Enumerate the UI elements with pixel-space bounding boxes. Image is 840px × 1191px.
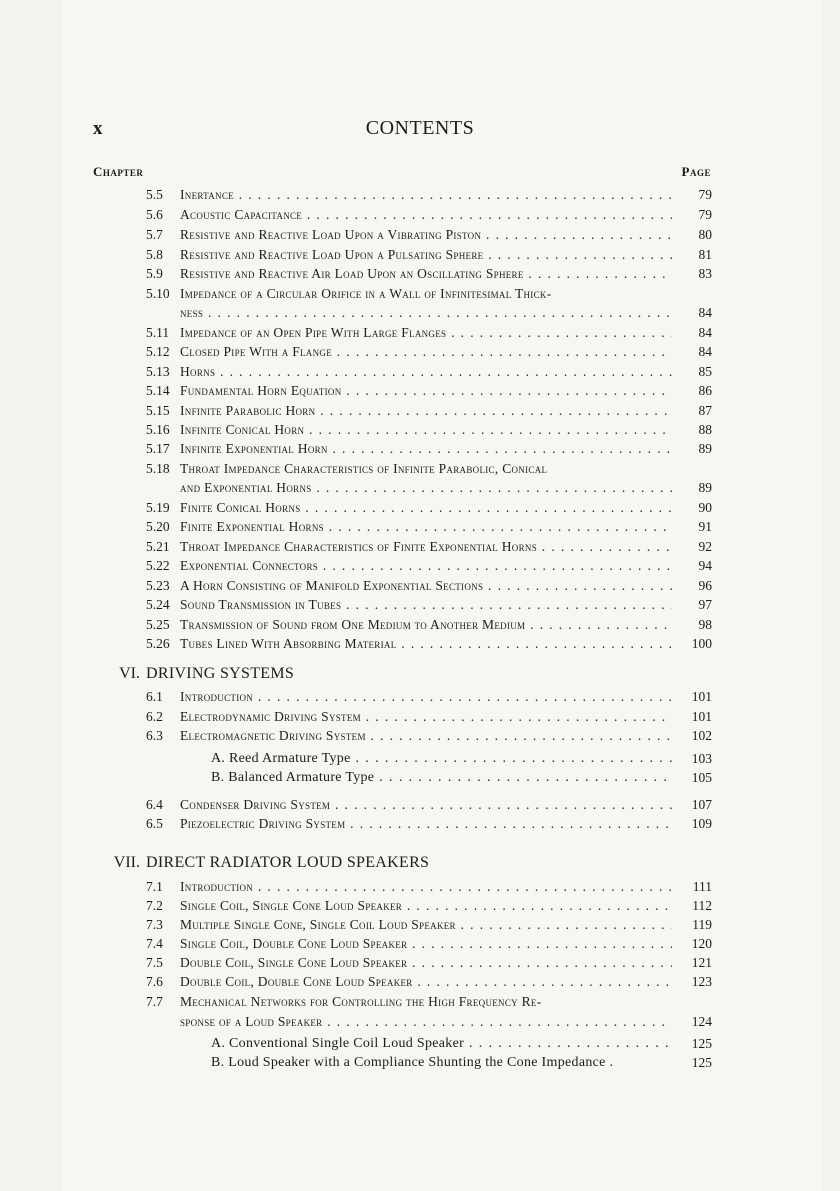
toc-entry <box>146 726 712 745</box>
toc-entry <box>146 362 712 381</box>
entry-title: Single Coil, Single Cone Loud Speaker . . . <box>180 896 672 915</box>
entry-title: A Horn Consisting of Manifold Exponential Sections . . . <box>180 576 672 595</box>
entry-title: Transmission of Sound from One Medium to Another Medium . . . <box>180 615 672 634</box>
toc-entry <box>146 576 712 595</box>
toc-subentry <box>146 749 712 768</box>
entry-page: 84 <box>698 305 712 320</box>
toc-entry <box>146 284 712 303</box>
entry-page: 125 <box>691 1055 712 1070</box>
entry-title: Condenser Driving System . . . <box>180 795 672 814</box>
entry-title: Closed Pipe With a Flange . . . <box>180 342 672 361</box>
entry-title: A. Reed Armature Type . . . <box>211 749 672 768</box>
toc-entry <box>146 877 712 896</box>
toc-entry-continued <box>146 478 712 497</box>
toc-entry <box>146 915 712 934</box>
entry-number: 5.24 <box>146 597 170 612</box>
entry-number: 6.5 <box>146 816 163 831</box>
entry-page: 100 <box>691 636 712 651</box>
entry-number: 7.1 <box>146 879 163 894</box>
entry-number: 5.14 <box>146 383 170 398</box>
entry-number: 5.16 <box>146 422 170 437</box>
entry-page: 119 <box>692 917 712 932</box>
toc-entry <box>146 795 712 814</box>
toc-entry <box>146 517 712 536</box>
page-title: CONTENTS <box>365 117 475 139</box>
entry-number: 6.1 <box>146 689 163 704</box>
entry-title: Impedance of an Open Pipe With Large Flanges . . . <box>180 323 672 342</box>
toc-entry <box>146 459 712 478</box>
entry-number: 5.5 <box>146 187 163 202</box>
toc-entry-continued <box>146 1012 712 1031</box>
entry-number: 7.4 <box>146 936 163 951</box>
entry-title: Fundamental Horn Equation . . . <box>180 381 672 400</box>
chapter-title: DRIVING SYSTEMS <box>146 665 295 682</box>
entry-title: Impedance of a Circular Orifice in a Wall of Infinitesimal Thick- <box>180 286 552 301</box>
entry-page: 85 <box>698 364 712 379</box>
entry-page: 86 <box>698 383 712 398</box>
entry-page: 125 <box>691 1036 712 1051</box>
entry-title: Piezoelectric Driving System . . . <box>180 814 672 833</box>
toc-entry <box>146 205 712 224</box>
entry-page: 101 <box>691 709 712 724</box>
entry-title: Electrodynamic Driving System . . . <box>180 707 672 726</box>
entry-page: 83 <box>698 266 712 281</box>
entry-title: Infinite Conical Horn . . . <box>180 420 672 439</box>
entry-page: 87 <box>698 403 712 418</box>
toc-entry <box>146 498 712 517</box>
toc-entry <box>146 264 712 283</box>
entry-number: 5.23 <box>146 578 170 593</box>
entry-title: Double Coil, Single Cone Loud Speaker . . . <box>180 953 672 972</box>
entry-title: Electromagnetic Driving System . . . <box>180 726 672 745</box>
toc-entry <box>146 225 712 244</box>
entry-title: Resistive and Reactive Air Load Upon an Oscillating Sphere . . . <box>180 264 672 283</box>
entry-page: 84 <box>698 344 712 359</box>
entry-page: 94 <box>698 558 712 573</box>
entry-title: A. Conventional Single Coil Loud Speaker . . . <box>211 1034 672 1053</box>
entry-number: 6.4 <box>146 797 163 812</box>
entry-title: Sound Transmission in Tubes . . . <box>180 595 672 614</box>
entry-title: Horns . . . <box>180 362 672 381</box>
entry-title: Introduction . . . <box>180 687 672 706</box>
toc-entry <box>146 556 712 575</box>
entry-page: 81 <box>698 247 712 262</box>
page-number-roman: x <box>93 118 103 139</box>
entry-page: 102 <box>691 728 712 743</box>
entry-number: 7.3 <box>146 917 163 932</box>
entry-title: Infinite Exponential Horn . . . <box>180 439 672 458</box>
toc-entry <box>146 537 712 556</box>
toc-entry <box>146 953 712 972</box>
entry-page: 101 <box>691 689 712 704</box>
entry-number: 5.10 <box>146 286 170 301</box>
entry-page: 121 <box>691 955 712 970</box>
toc-entry <box>146 972 712 991</box>
entry-page: 112 <box>692 898 712 913</box>
chapter-number: VII. <box>113 854 140 871</box>
entry-title: ness . . . <box>180 303 672 322</box>
entry-title: Exponential Connectors . . . <box>180 556 672 575</box>
entry-page: 89 <box>698 480 712 495</box>
entry-page: 79 <box>698 187 712 202</box>
entry-page: 90 <box>698 500 712 515</box>
entry-title: Finite Exponential Horns . . . <box>180 517 672 536</box>
entry-page: 105 <box>691 770 712 785</box>
toc-entry <box>146 992 712 1011</box>
entry-number: 5.17 <box>146 441 170 456</box>
entry-title: B. Balanced Armature Type . . . <box>211 768 672 787</box>
toc-entry <box>146 687 712 706</box>
entry-number: 5.25 <box>146 617 170 632</box>
entry-number: 7.7 <box>146 994 163 1009</box>
entry-page: 111 <box>692 879 712 894</box>
entry-page: 109 <box>691 816 712 831</box>
toc-entry <box>146 342 712 361</box>
entry-page: 120 <box>691 936 712 951</box>
entry-title: Inertance . . . <box>180 185 672 204</box>
entry-title: Tubes Lined With Absorbing Material . . . <box>180 634 672 653</box>
entry-title: Finite Conical Horns . . . <box>180 498 672 517</box>
entry-page: 92 <box>698 539 712 554</box>
entry-number: 5.6 <box>146 207 163 222</box>
page-column-label: Page <box>681 164 711 179</box>
toc-entry <box>146 439 712 458</box>
entry-number: 5.18 <box>146 461 170 476</box>
toc-entry <box>146 896 712 915</box>
entry-title: Resistive and Reactive Load Upon a Pulsating Sphere . . . <box>180 245 672 264</box>
chapter-title: DIRECT RADIATOR LOUD SPEAKERS <box>146 854 430 871</box>
toc-entry <box>146 381 712 400</box>
entry-title: B. Loud Speaker with a Compliance Shunting the Cone Impedance . <box>211 1055 614 1070</box>
entry-number: 5.8 <box>146 247 163 262</box>
entry-number: 5.26 <box>146 636 170 651</box>
entry-title: and Exponential Horns . . . <box>180 478 672 497</box>
entry-title: Double Coil, Double Cone Loud Speaker . . . <box>180 972 672 991</box>
toc-entry <box>146 185 712 204</box>
toc-entry <box>146 401 712 420</box>
entry-page: 84 <box>698 325 712 340</box>
chapter-number: VI. <box>119 665 140 682</box>
entry-number: 5.12 <box>146 344 170 359</box>
toc-subentry <box>146 768 712 787</box>
entry-title: Introduction . . . <box>180 877 672 896</box>
entry-number: 5.9 <box>146 266 163 281</box>
entry-number: 6.2 <box>146 709 163 724</box>
entry-page: 88 <box>698 422 712 437</box>
toc-subentry <box>146 1034 712 1053</box>
entry-number: 7.5 <box>146 955 163 970</box>
entry-page: 89 <box>698 441 712 456</box>
entry-title: Throat Impedance Characteristics of Infinite Parabolic, Conical <box>180 461 548 476</box>
toc-entry <box>146 707 712 726</box>
entry-title: Single Coil, Double Cone Loud Speaker . . . <box>180 934 672 953</box>
entry-page: 91 <box>698 519 712 534</box>
entry-page: 80 <box>698 227 712 242</box>
toc-entry <box>146 420 712 439</box>
toc-entry <box>146 814 712 833</box>
entry-title: Acoustic Capacitance . . . <box>180 205 672 224</box>
entry-number: 5.7 <box>146 227 163 242</box>
toc-entry <box>146 595 712 614</box>
entry-title: Mechanical Networks for Controlling the High Frequency Re- <box>180 994 542 1009</box>
toc-entry <box>146 934 712 953</box>
entry-page: 124 <box>691 1014 712 1029</box>
entry-number: 5.13 <box>146 364 170 379</box>
toc-entry <box>146 615 712 634</box>
entry-page: 107 <box>691 797 712 812</box>
entry-number: 5.11 <box>146 325 170 340</box>
entry-number: 5.22 <box>146 558 170 573</box>
entry-number: 7.2 <box>146 898 163 913</box>
chapter-column-label: Chapter <box>93 164 144 179</box>
entry-number: 5.15 <box>146 403 170 418</box>
entry-number: 5.21 <box>146 539 170 554</box>
toc-subentry <box>146 1053 712 1072</box>
entry-page: 103 <box>691 751 712 766</box>
toc-entry <box>146 245 712 264</box>
entry-number: 5.20 <box>146 519 170 534</box>
entry-page: 123 <box>691 974 712 989</box>
toc-entry <box>146 323 712 342</box>
entry-title: Throat Impedance Characteristics of Finite Exponential Horns . . . <box>180 537 672 556</box>
entry-title: Infinite Parabolic Horn . . . <box>180 401 672 420</box>
entry-number: 6.3 <box>146 728 163 743</box>
entry-title: sponse of a Loud Speaker . . . <box>180 1012 672 1031</box>
entry-page: 96 <box>698 578 712 593</box>
entry-page: 97 <box>698 597 712 612</box>
entry-number: 5.19 <box>146 500 170 515</box>
entry-title: Resistive and Reactive Load Upon a Vibrating Piston . . . <box>180 225 672 244</box>
entry-title: Multiple Single Cone, Single Coil Loud Speaker . . . <box>180 915 672 934</box>
entry-page: 98 <box>698 617 712 632</box>
entry-number: 7.6 <box>146 974 163 989</box>
entry-page: 79 <box>698 207 712 222</box>
toc-entry-continued <box>146 303 712 322</box>
toc-entry <box>146 634 712 653</box>
